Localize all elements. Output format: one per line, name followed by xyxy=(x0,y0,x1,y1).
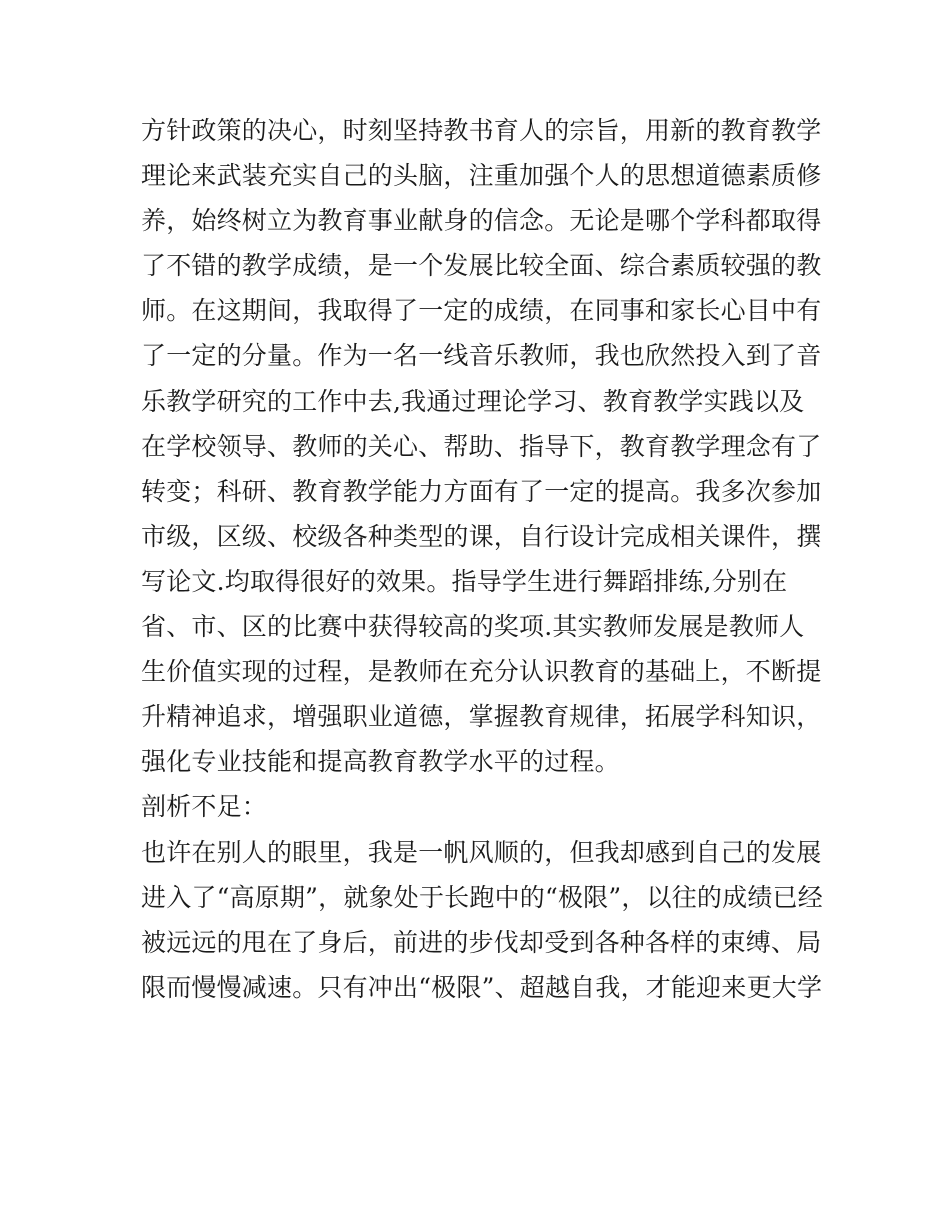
text-line: 转变；科研、教育教学能力方面有了一定的提高。我多次参加 xyxy=(141,476,822,506)
text-line: 师。在这期间，我取得了一定的成绩，在同事和家长心目中有 xyxy=(141,296,822,326)
text-line: 乐教学研究的工作中去,我通过理论学习、教育教学实践以及 xyxy=(141,386,805,416)
text-line: 省、市、区的比赛中获得较高的奖项.其实教师发展是教师人 xyxy=(141,612,805,642)
text-line: 强化专业技能和提高教育教学水平的过程。 xyxy=(141,747,620,777)
text-line: 养，始终树立为教育事业献身的信念。无论是哪个学科都取得 xyxy=(141,206,822,236)
text-line: 升精神追求，增强职业道德，掌握教育规律，拓展学科知识， xyxy=(141,702,822,732)
section-heading: 剖析不足： xyxy=(141,792,268,822)
text-line: 限而慢慢减速。只有冲出“极限”、超越自我，才能迎来更大学 xyxy=(141,972,823,1002)
text-line: 理论来武装充实自己的头脑，注重加强个人的思想道德素质修 xyxy=(141,161,822,191)
text-line: 生价值实现的过程，是教师在充分认识教育的基础上，不断提 xyxy=(141,657,822,687)
text-line: 市级，区级、校级各种类型的课，自行设计完成相关课件，撰 xyxy=(141,521,822,551)
text-line: 也许在别人的眼里，我是一帆风顺的，但我却感到自己的发展 xyxy=(141,837,822,867)
text-line: 了一定的分量。作为一名一线音乐教师，我也欣然投入到了音 xyxy=(141,341,822,371)
body-text xyxy=(141,108,821,1010)
text-line: 了不错的教学成绩，是一个发展比较全面、综合素质较强的教 xyxy=(141,251,822,281)
text-line: 方针政策的决心，时刻坚持教书育人的宗旨，用新的教育教学 xyxy=(141,116,822,145)
text-line: 写论文.均取得很好的效果。指导学生进行舞蹈排练,分别在 xyxy=(141,566,788,596)
text-line: 被远远的甩在了身后，前进的步伐却受到各种各样的束缚、局 xyxy=(141,927,822,957)
text-line: 在学校领导、教师的关心、帮助、指导下，教育教学理念有了 xyxy=(141,431,822,461)
text-line: 进入了“高原期”，就象处于长跑中的“极限”，以往的成绩已经 xyxy=(141,882,823,912)
